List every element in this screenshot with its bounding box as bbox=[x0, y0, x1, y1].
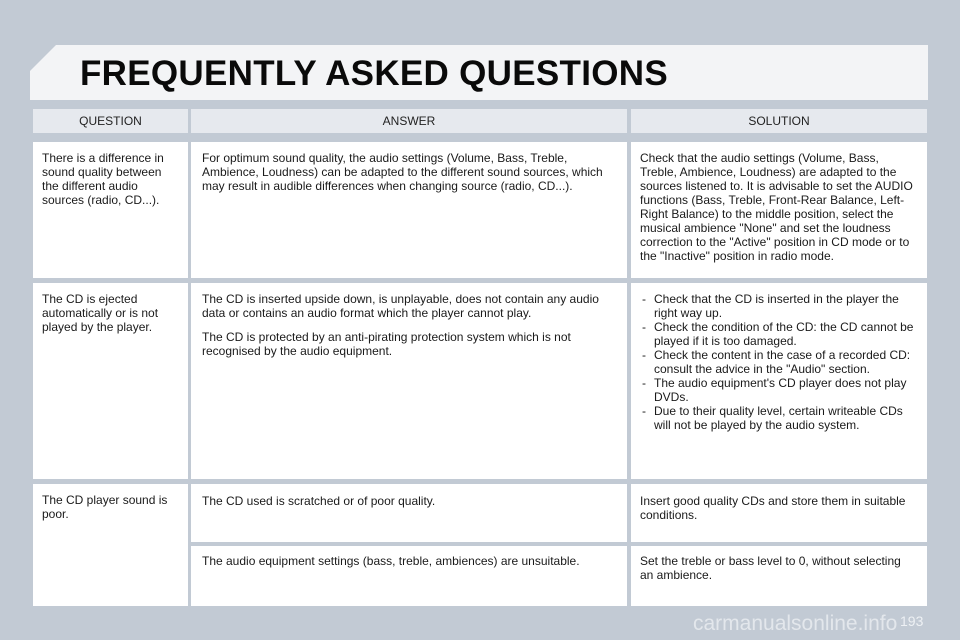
header-solution bbox=[631, 109, 927, 133]
row2-answer bbox=[191, 283, 627, 479]
row2-answer-paragraph: The CD is inserted upside down, is unplayable, does not contain any audio data or contains an audio format which the player cannot play. bbox=[202, 292, 599, 320]
header-solution-label: SOLUTION bbox=[748, 114, 810, 128]
row2-answer-paragraph: The CD is protected by an anti-pirating protection system which is not recognised by the audio equipment. bbox=[202, 330, 571, 358]
row3b-solution-text: Set the treble or bass level to 0, without selecting an ambience. bbox=[640, 554, 901, 582]
solution-item: - Check the condition of the CD: the CD cannot be played if it is too damaged. bbox=[640, 320, 919, 348]
row1-answer bbox=[191, 142, 627, 278]
solution-item: - Check the content in the case of a recorded CD: consult the advice in the "Audio" section. bbox=[640, 348, 919, 376]
row3a-answer-text: The CD used is scratched or of poor quality. bbox=[202, 494, 436, 508]
header-answer-label: ANSWER bbox=[382, 114, 436, 128]
row3-question-text: The CD player sound is poor. bbox=[42, 493, 168, 521]
solution-item: - Due to their quality level, certain writeable CDs will not be played by the audio system. bbox=[640, 404, 919, 432]
row3a-answer bbox=[191, 484, 627, 542]
page-number: 193 bbox=[900, 613, 924, 629]
row1-solution bbox=[631, 142, 927, 278]
row1-question-text: There is a difference in sound quality between the different audio sources (radio, CD...). bbox=[42, 151, 164, 207]
row3b-answer bbox=[191, 546, 627, 606]
header-question bbox=[33, 109, 188, 133]
solution-item: - The audio equipment's CD player does not play DVDs. bbox=[640, 376, 919, 404]
header-answer bbox=[191, 109, 627, 133]
page-title: FREQUENTLY ASKED QUESTIONS bbox=[80, 54, 668, 93]
row3a-solution-text: Insert good quality CDs and store them in suitable conditions. bbox=[640, 494, 906, 522]
row2-question bbox=[33, 283, 188, 479]
row1-solution-text: Check that the audio settings (Volume, Bass, Treble, Ambience, Loudness) are adapted to the sources listened to. It is advisable to set the AUDIO functions (Bass, Treble, Front-Rear Balance, Left-Right Balance) to the middle position, select the musical ambience "None" and set the loudness correction to the "Active" position in CD mode or to the "Inactive" position in radio mode. bbox=[640, 151, 913, 263]
row3-question bbox=[33, 484, 188, 606]
watermark: carmanualsonline.info bbox=[693, 612, 898, 635]
row3a-solution bbox=[631, 484, 927, 542]
row1-question bbox=[33, 142, 188, 278]
row2-solution-list bbox=[640, 292, 919, 432]
row1-answer-text: For optimum sound quality, the audio settings (Volume, Bass, Treble, Ambience, Loudness) can be adapted to the different sound sources, which may result in audible differences when changing source (radio, CD...). bbox=[202, 151, 603, 193]
solution-item: - Check that the CD is inserted in the player the right way up. bbox=[640, 292, 919, 320]
header-question-label: QUESTION bbox=[79, 114, 142, 128]
row2-question-text: The CD is ejected automatically or is not played by the player. bbox=[42, 292, 159, 334]
row3b-solution bbox=[631, 546, 927, 606]
row3b-answer-text: The audio equipment settings (bass, treble, ambiences) are unsuitable. bbox=[202, 554, 580, 568]
row2-solution bbox=[631, 283, 927, 479]
